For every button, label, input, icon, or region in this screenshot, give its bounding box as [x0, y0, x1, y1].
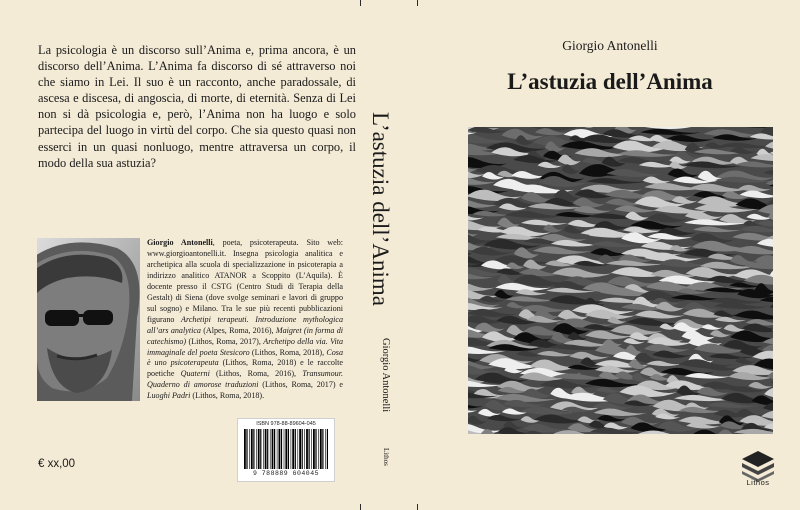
artwork-stroke	[597, 415, 626, 422]
artwork-stroke	[537, 351, 577, 356]
barcode-bar	[251, 429, 253, 469]
artwork-stroke	[506, 302, 525, 308]
barcode-bar	[304, 429, 305, 469]
barcode-bar	[302, 429, 303, 469]
artwork-stroke	[710, 330, 731, 337]
barcode-bar	[260, 429, 261, 469]
barcode-bar	[313, 429, 315, 469]
publisher-logo-label: Lithos	[746, 478, 770, 487]
barcode-bar	[277, 429, 278, 469]
artwork-stroke	[596, 387, 623, 393]
barcode-bar	[284, 429, 285, 469]
artwork-stroke	[734, 311, 773, 320]
isbn-label: ISBN 978-88-89604-045	[256, 421, 316, 427]
barcode-bar	[325, 429, 326, 469]
barcode-bar	[244, 429, 246, 469]
artwork-stroke	[763, 170, 773, 175]
back-blurb: La psicologia è un discorso sull’Anima e, prima ancora, è un discorso dell’Anima. L’Anima fa discorso di sé attraverso noi che siamo in Lei. Il suo è un racconto, anche paradossale, di ascesa e discesa, di angoscia, di morte, di eternità. Senza di Lei non si dà psicologia e, però, l’Anima non ha luogo e solo partecipa del luogo in virtù del corpo. Che sia questo quasi non esserci in un quasi nonluogo, mentre attraversa un corpo, il modo della sua astuzia?	[38, 43, 356, 170]
barcode-bar	[274, 429, 275, 469]
barcode-bar	[246, 429, 247, 469]
bio-text: (Alpes, Roma, 2016),	[200, 325, 276, 335]
artwork-stroke	[679, 359, 734, 368]
artwork-stroke	[590, 248, 627, 256]
bio-author-name: Giorgio Antonelli	[147, 238, 213, 247]
barcode-bar	[249, 429, 250, 469]
spine-author: Giorgio Antonelli	[380, 338, 391, 413]
barcode-bar	[272, 429, 274, 469]
artwork-stroke	[468, 403, 483, 409]
front-title: L’astuzia dell’Anima	[507, 69, 713, 94]
artwork-stroke	[526, 127, 580, 130]
bio-text: , poeta, psicoterapeuta. Sito web: www.giorgioantonelli.it. Insegna psicologia analitica e archetipica alla scuola di specializzazione in psicoterapia a indirizzo analitico ATANOR a Scoppito (L’Aquila). È docente presso il CSTG (Centro Studi di Terapia della Gestalt) di Siena (dove svolge seminari e lavori di gruppo sul sogno) e Milano. Tra le sue più recenti pubblicazioni figurano	[147, 238, 343, 324]
barcode-bar	[306, 429, 308, 469]
bio-text: (Lithos, Roma, 2017),	[186, 336, 264, 346]
crop-mark	[417, 504, 418, 510]
barcode-bar	[299, 429, 301, 469]
artwork-stroke	[667, 135, 714, 142]
author-photo	[37, 238, 140, 401]
barcode-bar	[298, 429, 299, 469]
barcode-bar	[288, 429, 289, 469]
artwork-stroke	[468, 415, 487, 424]
isbn-digits: 9 788889 604045	[252, 470, 319, 477]
artwork-stroke	[715, 317, 746, 322]
barcode-bar	[295, 429, 296, 469]
barcode-bar	[265, 429, 267, 469]
artwork-stroke	[750, 154, 773, 161]
artwork-stroke	[719, 143, 773, 148]
front-author: Giorgio Antonelli	[562, 38, 658, 53]
artwork-stroke	[690, 127, 731, 128]
barcode-bar	[320, 429, 322, 469]
crop-mark	[360, 0, 361, 6]
barcode-bar	[292, 429, 294, 469]
barcode-bar	[270, 429, 271, 469]
artwork-stroke	[770, 379, 773, 385]
cover-artwork-image	[468, 127, 773, 434]
barcode-bar	[267, 429, 268, 469]
barcode-bar	[327, 429, 328, 469]
artwork-stroke	[740, 226, 773, 233]
artwork-stroke	[533, 246, 592, 254]
isbn-barcode	[237, 418, 335, 482]
barcode-bar	[281, 429, 282, 469]
barcode-bar	[256, 429, 257, 469]
barcode-bar	[311, 429, 312, 469]
crop-mark	[360, 504, 361, 510]
barcode-bar	[285, 429, 287, 469]
bio-book-title: Cosa è uno psicoterapeuta	[147, 347, 343, 368]
artwork-stroke	[702, 324, 723, 330]
bio-text: (Lithos, Roma, 2018),	[249, 347, 327, 357]
barcode-bar	[291, 429, 292, 469]
artwork-stroke	[468, 283, 494, 291]
artwork-stroke	[625, 212, 649, 221]
spine-title: L’astuzia dell’Anima	[368, 112, 393, 306]
barcode-bar	[258, 429, 260, 469]
crop-mark	[417, 0, 418, 6]
artwork-stroke	[647, 213, 687, 222]
cover-artwork	[468, 127, 773, 434]
bio-text: (Lithos, Roma, 2018).	[190, 391, 265, 401]
barcode-bars	[244, 429, 328, 469]
bio-text: (Lithos, Roma, 2016),	[209, 369, 303, 379]
artwork-stroke	[738, 185, 771, 192]
bio-book-title: Transumour. Quaderno di amorose traduzioni	[147, 369, 343, 390]
barcode-bar	[253, 429, 254, 469]
artwork-stroke	[587, 178, 647, 184]
author-bio	[147, 238, 343, 402]
artwork-stroke	[637, 127, 697, 129]
bio-text: (Lithos, Roma, 2017) e	[258, 380, 343, 390]
artwork-stroke	[693, 226, 742, 232]
artwork-stroke	[468, 127, 509, 133]
barcode-bar	[318, 429, 319, 469]
barcode-bar	[263, 429, 264, 469]
artwork-stroke	[769, 302, 773, 310]
barcode-bar	[322, 429, 323, 469]
artwork-stroke	[578, 127, 599, 128]
bio-book-title: Archetipi terapeuti. Introduzione mythologica all’ars analytica	[147, 314, 343, 335]
price-label: € xx,00	[38, 458, 76, 470]
artwork-stroke	[748, 382, 772, 389]
bio-book-title: Luoghi Padri	[147, 391, 191, 401]
artwork-stroke	[562, 164, 580, 174]
artwork-stroke	[734, 246, 773, 254]
barcode-bar	[315, 429, 316, 469]
artwork-stroke	[618, 157, 666, 164]
back-cover	[0, 0, 360, 510]
bio-text: (Lithos, Roma, 2018) e le raccolte poetiche	[147, 358, 344, 379]
artwork-stroke	[521, 220, 568, 226]
author-photo-image	[37, 238, 140, 401]
artwork-stroke	[640, 129, 701, 135]
barcode-bar	[309, 429, 310, 469]
artwork-stroke	[643, 176, 671, 183]
artwork-stroke	[635, 311, 686, 319]
bio-book-title: Archetipo della via. Vita immaginale del poeta Stesicoro	[147, 336, 344, 357]
artwork-stroke	[543, 225, 562, 233]
spine-publisher: Lithos	[382, 448, 390, 466]
artwork-stroke	[765, 141, 773, 151]
bio-book-title: Maigret (in forma di catechismo)	[147, 325, 343, 346]
bio-book-title: Quaterni	[180, 369, 210, 379]
artwork-stroke	[552, 267, 612, 277]
barcode-bar	[279, 429, 281, 469]
artwork-stroke	[494, 290, 514, 299]
